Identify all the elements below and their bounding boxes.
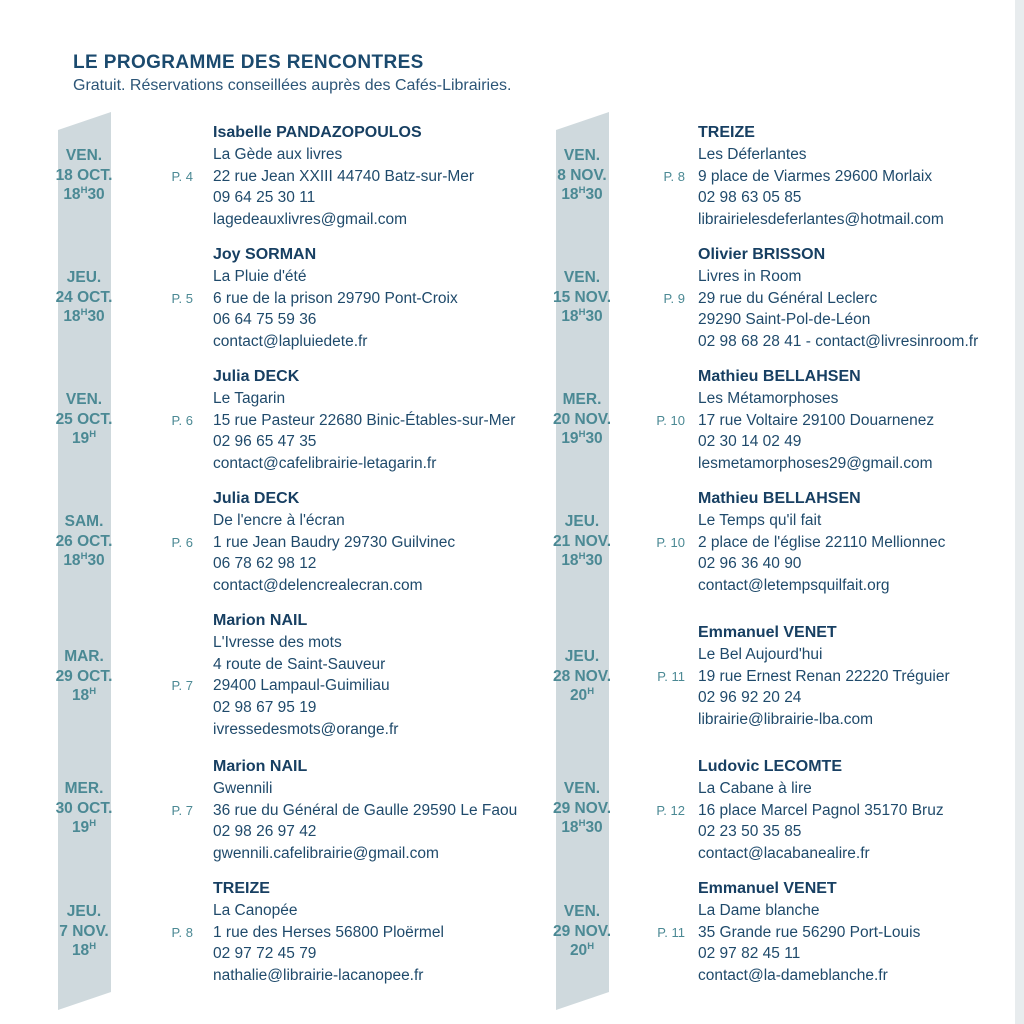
event-time [532, 686, 632, 706]
event-details [213, 244, 543, 353]
event-hour-suffix: H [578, 307, 586, 318]
event-date-text: 29 OCT. [55, 667, 113, 685]
detail-line: gwennili.cafelibrairie@gmail.com [213, 845, 439, 863]
page-reference: P. 10 [656, 412, 685, 428]
detail-line: 02 97 72 45 79 [213, 945, 317, 963]
detail-line: 02 96 65 47 35 [213, 433, 317, 451]
event-date [34, 647, 134, 706]
detail-line: 02 98 67 95 19 [213, 699, 317, 717]
event-hour-suffix: H [89, 941, 97, 952]
event-hour: 20 [569, 687, 588, 704]
detail-line: 9 place de Viarmes 29600 Morlaix [698, 167, 933, 185]
event-day: VEN. [65, 147, 103, 164]
detail-line: ivressedesmots@orange.fr [213, 720, 399, 738]
detail-line: contact@la-dameblanche.fr [698, 967, 888, 985]
event-date-text: 25 OCT. [55, 410, 113, 428]
event-hour-suffix: H [89, 818, 97, 829]
event-date [532, 512, 632, 571]
author-name: Marion NAIL [213, 758, 308, 775]
event-hour-suffix: H [578, 185, 586, 196]
bookshop-name: L'Ivresse des mots [213, 633, 342, 651]
author-name: Julia DECK [213, 490, 300, 507]
event-date [34, 390, 134, 449]
event-day: MAR. [64, 648, 104, 665]
bookshop-name: Le Bel Aujourd'hui [698, 645, 823, 663]
event-minutes: 30 [87, 186, 105, 203]
event-date-text: 18 OCT. [55, 166, 113, 184]
event-time [34, 429, 134, 449]
author-name: Mathieu BELLAHSEN [698, 490, 861, 507]
bookshop-name: De l'encre à l'écran [213, 511, 345, 529]
event-date [532, 902, 632, 961]
event-date [34, 146, 134, 205]
detail-line: nathalie@librairie-lacanopee.fr [213, 967, 424, 985]
detail-line: 29290 Saint-Pol-de-Léon [698, 311, 871, 329]
event-day: MER. [64, 780, 104, 797]
event-minutes: 30 [585, 552, 603, 569]
event-hour: 18 [63, 308, 81, 325]
page-reference: P. 11 [657, 668, 685, 684]
detail-line: 02 96 36 40 90 [698, 555, 802, 573]
event-date-text: 21 NOV. [552, 532, 612, 550]
event-hour-suffix: H [89, 429, 97, 440]
page-reference: P. 4 [171, 168, 193, 184]
author-name: TREIZE [698, 124, 755, 141]
event-details [698, 488, 1024, 597]
event-hour: 18 [561, 819, 579, 836]
page-reference: P. 6 [171, 534, 193, 550]
event-hour-suffix: H [578, 429, 586, 440]
event-hour: 18 [561, 552, 579, 569]
detail-line: 17 rue Voltaire 29100 Douarnenez [698, 411, 935, 429]
event-details [698, 366, 1024, 475]
event-details [698, 622, 1024, 731]
detail-line: contact@letempsquilfait.org [698, 577, 890, 595]
event-hour-suffix: H [89, 686, 97, 697]
author-name: TREIZE [213, 880, 270, 897]
event-day: JEU. [66, 269, 102, 286]
detail-line: lesmetamorphoses29@gmail.com [698, 455, 933, 473]
detail-line: 1 rue Jean Baudry 29730 Guilvinec [213, 533, 456, 551]
event-hour-suffix: H [80, 185, 88, 196]
author-name: Olivier BRISSON [698, 246, 826, 263]
detail-line: 22 rue Jean XXIII 44740 Batz-sur-Mer [213, 167, 475, 185]
event-hour-suffix: H [80, 307, 88, 318]
bookshop-name: Les Déferlantes [698, 145, 807, 163]
bookshop-name: Les Métamorphoses [698, 389, 839, 407]
detail-line: 02 98 26 97 42 [213, 823, 317, 841]
detail-line: 6 rue de la prison 29790 Pont-Croix [213, 289, 458, 307]
event-day: JEU. [564, 513, 600, 530]
event-date [34, 779, 134, 838]
page-subtitle: Gratuit. Réservations conseillées auprès des Cafés-Librairies. [73, 77, 512, 94]
detail-line: contact@lacabanealire.fr [698, 845, 870, 863]
event-minutes: 30 [585, 308, 603, 325]
event-day: JEU. [564, 648, 600, 665]
detail-line: 09 64 25 30 11 [213, 189, 316, 207]
event-day: VEN. [563, 903, 601, 920]
detail-line: 02 96 92 20 24 [698, 689, 802, 707]
page-reference: P. 7 [171, 802, 193, 818]
author-name: Joy SORMAN [213, 246, 317, 263]
event-minutes: 30 [87, 552, 105, 569]
event-date-text: 28 NOV. [552, 667, 612, 685]
detail-line: 02 23 50 35 85 [698, 823, 802, 841]
event-time [34, 551, 134, 571]
detail-line: 06 78 62 98 12 [213, 555, 317, 573]
event-date-text: 7 NOV. [59, 922, 109, 940]
event-time [34, 686, 134, 706]
event-hour: 18 [63, 186, 81, 203]
event-date [532, 390, 632, 449]
page-reference: P. 6 [171, 412, 193, 428]
bookshop-name: Livres in Room [698, 267, 802, 285]
event-date-text: 26 OCT. [55, 532, 113, 550]
detail-line: contact@lapluiedete.fr [213, 333, 368, 351]
event-date-text: 29 NOV. [552, 799, 612, 817]
event-date [34, 902, 134, 961]
event-hour: 19 [71, 819, 90, 836]
page-reference: P. 12 [656, 802, 685, 818]
author-name: Mathieu BELLAHSEN [698, 368, 861, 385]
page-reference: P. 8 [663, 168, 685, 184]
bookshop-name: Gwennili [213, 779, 273, 797]
event-hour-suffix: H [587, 686, 595, 697]
detail-line: 35 Grande rue 56290 Port-Louis [698, 923, 921, 941]
event-date-text: 24 OCT. [55, 288, 113, 306]
author-name: Marion NAIL [213, 612, 308, 629]
page-reference: P. 5 [171, 290, 193, 306]
event-date [532, 268, 632, 327]
detail-line: contact@cafelibrairie-letagarin.fr [213, 455, 437, 473]
event-day: MER. [562, 391, 602, 408]
page-reference: P. 8 [171, 924, 193, 940]
bookshop-name: Le Temps qu'il fait [698, 511, 822, 529]
event-date [532, 779, 632, 838]
page-reference: P. 10 [656, 534, 685, 550]
detail-line: lagedeauxlivres@gmail.com [213, 211, 408, 229]
event-time [532, 185, 632, 205]
detail-line: 19 rue Ernest Renan 22220 Tréguier [698, 667, 950, 685]
event-day: VEN. [563, 780, 601, 797]
event-date [34, 512, 134, 571]
event-details [213, 756, 543, 865]
event-details [698, 878, 1024, 987]
event-details [698, 756, 1024, 865]
detail-line: 16 place Marcel Pagnol 35170 Bruz [698, 801, 944, 819]
event-time [34, 307, 134, 327]
author-name: Isabelle PANDAZOPOULOS [213, 124, 422, 141]
event-minutes: 30 [585, 186, 603, 203]
event-hour: 19 [71, 430, 90, 447]
detail-line: 15 rue Pasteur 22680 Binic-Étables-sur-Mer [213, 411, 516, 429]
event-date [532, 647, 632, 706]
bookshop-name: La Gède aux livres [213, 145, 343, 163]
event-details [213, 610, 543, 741]
event-time [532, 941, 632, 961]
event-date-text: 29 NOV. [552, 922, 612, 940]
event-day: SAM. [64, 513, 104, 530]
event-hour: 20 [569, 942, 588, 959]
event-details [213, 488, 543, 597]
event-date-text: 20 NOV. [552, 410, 612, 428]
bookshop-name: La Cabane à lire [698, 779, 812, 797]
event-date [34, 268, 134, 327]
author-name: Emmanuel VENET [698, 624, 837, 641]
event-details [698, 244, 1024, 353]
detail-line: 06 64 75 59 36 [213, 311, 317, 329]
event-time [34, 818, 134, 838]
event-hour: 18 [561, 308, 579, 325]
author-name: Emmanuel VENET [698, 880, 837, 897]
event-minutes: 30 [87, 308, 105, 325]
event-minutes: 30 [585, 819, 603, 836]
detail-line: contact@delencrealecran.com [213, 577, 423, 595]
event-day: VEN. [563, 269, 601, 286]
author-name: Julia DECK [213, 368, 300, 385]
event-hour: 18 [561, 186, 579, 203]
event-hour-suffix: H [587, 941, 595, 952]
bookshop-name: La Dame blanche [698, 901, 820, 919]
bookshop-name: La Canopée [213, 901, 298, 919]
event-details [213, 122, 543, 231]
event-hour-suffix: H [578, 551, 586, 562]
event-day: JEU. [66, 903, 102, 920]
author-name: Ludovic LECOMTE [698, 758, 842, 775]
event-time [34, 941, 134, 961]
detail-line: 02 30 14 02 49 [698, 433, 802, 451]
event-details [213, 878, 543, 987]
event-details [698, 122, 1024, 231]
page-reference: P. 11 [657, 924, 685, 940]
event-minutes: 30 [585, 430, 603, 447]
event-hour: 18 [71, 687, 90, 704]
detail-line: 1 rue des Herses 56800 Ploërmel [213, 923, 444, 941]
detail-line: 4 route de Saint-Sauveur [213, 655, 386, 673]
detail-line: 02 97 82 45 11 [698, 945, 801, 963]
event-hour-suffix: H [80, 551, 88, 562]
event-date-text: 8 NOV. [557, 166, 607, 184]
page-reference: P. 7 [171, 678, 193, 694]
detail-line: 02 98 68 28 41 - contact@livresinroom.fr [698, 333, 979, 351]
event-day: VEN. [65, 391, 103, 408]
detail-line: librairielesdeferlantes@hotmail.com [698, 211, 944, 229]
event-hour: 19 [561, 430, 579, 447]
detail-line: 36 rue du Général de Gaulle 29590 Le Faou [213, 801, 518, 819]
event-time [532, 818, 632, 838]
event-day: VEN. [563, 147, 601, 164]
detail-line: 29 rue du Général Leclerc [698, 289, 878, 307]
page-reference: P. 9 [663, 290, 685, 306]
event-hour-suffix: H [578, 818, 586, 829]
detail-line: 02 98 63 05 85 [698, 189, 802, 207]
event-time [532, 551, 632, 571]
event-details [213, 366, 543, 475]
event-hour: 18 [71, 942, 90, 959]
event-time [532, 307, 632, 327]
event-date [532, 146, 632, 205]
event-time [532, 429, 632, 449]
event-hour: 18 [63, 552, 81, 569]
event-date-text: 15 NOV. [552, 288, 612, 306]
bookshop-name: Le Tagarin [213, 389, 286, 407]
event-date-text: 30 OCT. [55, 799, 113, 817]
page-title: LE PROGRAMME DES RENCONTRES [73, 52, 424, 73]
detail-line: 2 place de l'église 22110 Mellionnec [698, 533, 946, 551]
event-time [34, 185, 134, 205]
bookshop-name: La Pluie d'été [213, 267, 307, 285]
detail-line: 29400 Lampaul-Guimiliau [213, 677, 390, 695]
detail-line: librairie@librairie-lba.com [698, 711, 874, 729]
